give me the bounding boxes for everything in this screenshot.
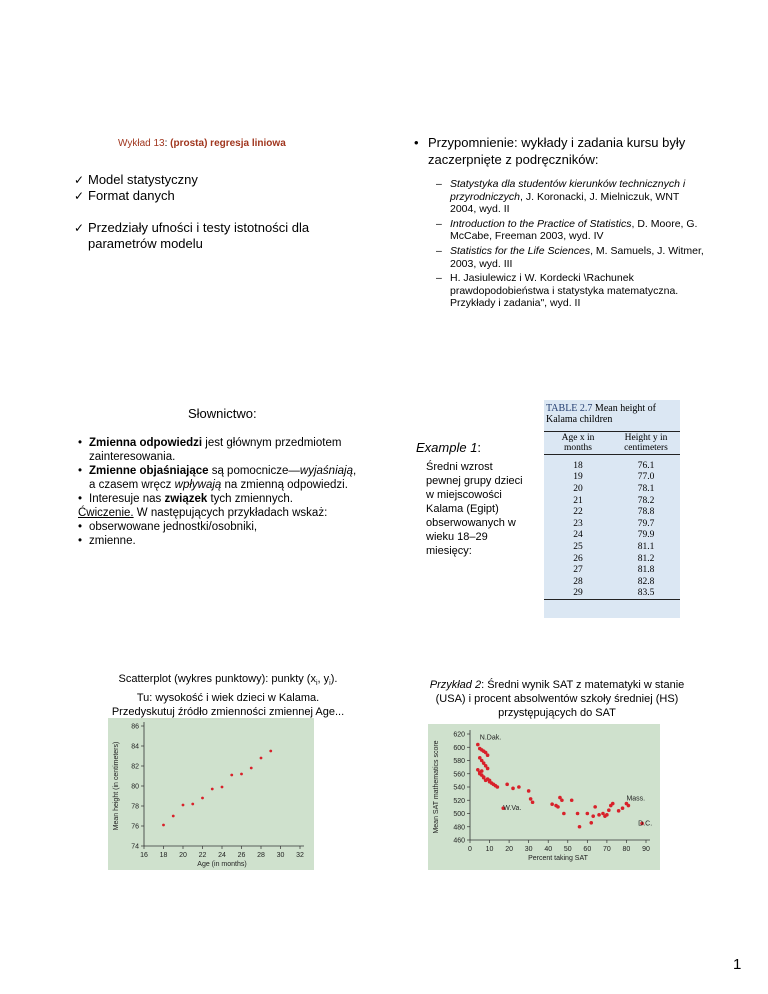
data-point: [480, 769, 484, 773]
reference-item: – Statystyka dla studentów kierunków technicznych i przyrodniczych, J. Koronacki, J. Mielniczuk, WNT 2004, wyd. II: [436, 178, 686, 216]
data-point: [269, 750, 272, 753]
list-item: • Interesuje nas związek tych zmiennych.: [78, 493, 293, 505]
data-point: [527, 789, 531, 793]
reference-list: [436, 178, 706, 312]
age-cell: 29: [573, 588, 583, 599]
x-tick-label: 30: [524, 846, 533, 853]
sat-scatterplot: [428, 724, 660, 870]
slide-1-checklist: [74, 172, 344, 252]
data-point: [627, 804, 631, 808]
data-point: [486, 753, 490, 757]
x-tick-label: 20: [505, 846, 514, 853]
column-header: Age x in months: [561, 433, 595, 453]
example-description: Średni wzrost pewnej grupy dzieci w miejscowości Kalama (Egipt) obserwowanych w wieku 18–29 miesięcy:: [426, 461, 523, 557]
y-tick-label: 620: [453, 731, 465, 739]
height-cell: 78.2: [637, 495, 655, 506]
y-tick-label: 520: [453, 797, 465, 805]
point-annotation: W.Va.: [503, 805, 522, 813]
data-point: [505, 783, 509, 787]
x-tick-label: 70: [602, 846, 611, 853]
table-row: [544, 588, 680, 600]
height-cell: 76.1: [637, 460, 655, 471]
y-tick-label: 76: [131, 823, 139, 831]
y-tick-label: 74: [131, 843, 139, 851]
table-row: [544, 576, 680, 588]
x-tick-label: 60: [583, 846, 592, 853]
slide-3-title: Słownictwo:: [188, 406, 257, 421]
height-cell: 81.1: [637, 541, 655, 552]
y-tick-label: 78: [131, 803, 139, 811]
age-cell: 21: [573, 495, 583, 506]
reference-item: – Statistics for the Life Sciences, M. Samuels, J. Witmer, 2003, wyd. III: [436, 244, 704, 270]
age-cell: 18: [573, 460, 583, 471]
vocabulary-list: [78, 436, 358, 548]
data-point: [191, 803, 194, 806]
x-tick-label: 50: [563, 846, 572, 853]
column-header: Height y in centimeters: [624, 433, 668, 453]
y-tick-label: 580: [453, 758, 465, 765]
x-tick-label: 28: [257, 852, 265, 859]
checkmark-icon: ✓: [74, 189, 85, 203]
check-item: ✓ Przedziały ufności i testy istotności dla parametrów modelu: [74, 220, 310, 251]
x-axis-label: Percent taking SAT: [528, 855, 588, 862]
data-point: [221, 786, 224, 789]
y-tick-label: 600: [453, 744, 465, 752]
table-2-7: [544, 400, 680, 618]
data-point: [182, 804, 185, 807]
exercise-line: Ćwiczenie. W następujących przykładach wskaż:: [78, 507, 328, 519]
table-row: [544, 472, 680, 484]
data-point: [597, 813, 601, 817]
data-point: [250, 767, 253, 770]
y-tick-label: 500: [453, 811, 465, 818]
bullet-icon: •: [414, 135, 419, 150]
checkmark-icon: ✓: [74, 173, 85, 187]
height-cell: 77.0: [637, 472, 655, 483]
height-cell: 82.8: [637, 576, 655, 587]
list-item: • Zmienne objaśniające są pomocnicze—wyjaśniają, a czasem wręcz wpływają na zmienną odpowiedzi.: [78, 465, 357, 491]
list-item: • obserwowane jednostki/osobniki,: [78, 521, 258, 533]
table-header-row: [544, 432, 680, 455]
data-point: [230, 774, 233, 777]
x-tick-label: 80: [622, 846, 631, 853]
x-tick-label: 32: [296, 852, 304, 859]
data-point: [531, 800, 535, 804]
slide-5: [0, 660, 384, 994]
check-item: ✓ Model statystyczny: [74, 172, 198, 187]
x-axis-label: Age (in months): [197, 861, 247, 868]
slide-2: [384, 0, 768, 330]
age-cell: 25: [573, 541, 583, 552]
checkmark-icon: ✓: [74, 221, 85, 235]
table-row: [544, 495, 680, 507]
x-tick-label: 24: [218, 852, 226, 859]
height-cell: 83.5: [637, 588, 655, 599]
table-row: [544, 564, 680, 576]
data-point: [576, 812, 580, 816]
data-point: [556, 805, 560, 809]
data-point: [621, 806, 625, 810]
height-cell: 79.9: [637, 530, 655, 541]
data-point: [560, 798, 564, 802]
table-row: [544, 506, 680, 518]
table-row: [544, 530, 680, 542]
x-tick-label: 20: [179, 852, 187, 859]
reference-item: – H. Jasiulewicz i W. Kordecki \Rachunek prawdopodobieństwa i statystyka matematyczna. Przykłady i zadania", wyd. II: [436, 272, 679, 310]
data-point: [570, 798, 574, 802]
data-point: [589, 821, 593, 825]
data-point: [260, 757, 263, 760]
data-point: [488, 780, 492, 784]
data-point: [550, 802, 554, 806]
data-point: [476, 743, 480, 747]
y-tick-label: 540: [453, 784, 465, 792]
data-point: [586, 812, 590, 816]
data-point: [607, 808, 611, 812]
point-annotation: Mass.: [626, 795, 646, 803]
check-item: ✓ Format danych: [74, 188, 175, 203]
slide-2-bullet: • Przypomnienie: wykłady i zadania kursu były zaczerpnięte z podręczników:: [414, 135, 686, 167]
data-point: [240, 773, 243, 776]
table-row: [544, 553, 680, 565]
slide-1-title: Wykład 13: (prosta) regresja liniowa: [118, 138, 286, 149]
data-point: [486, 767, 490, 771]
data-point: [562, 812, 566, 816]
x-tick-label: 0: [468, 846, 472, 853]
x-tick-label: 22: [198, 852, 207, 859]
slide-3: [0, 330, 384, 660]
x-tick-label: 40: [544, 846, 553, 853]
height-cell: 78.1: [637, 483, 655, 494]
data-point: [172, 815, 175, 818]
x-tick-label: 10: [485, 846, 494, 853]
page-number: 1: [733, 956, 742, 973]
age-cell: 20: [573, 483, 583, 494]
age-cell: 19: [573, 472, 583, 483]
slide-6: [384, 660, 768, 994]
data-point: [611, 802, 615, 806]
example-label: Example 1:: [416, 440, 482, 455]
list-item: • Zmienna odpowiedzi jest głównym przedmiotem zainteresowania.: [78, 437, 342, 463]
table-row: [544, 541, 680, 553]
x-tick-label: 30: [276, 852, 285, 859]
height-cell: 81.2: [637, 553, 655, 564]
list-item: • zmienne.: [78, 535, 136, 547]
data-point: [496, 785, 500, 789]
table-row: [544, 518, 680, 530]
table-row: [544, 455, 680, 472]
x-tick-label: 18: [159, 852, 168, 859]
table-title: TABLE 2.7 Mean height of Kalama children: [546, 403, 657, 425]
data-point: [617, 809, 621, 813]
data-point: [517, 785, 521, 789]
y-tick-label: 86: [131, 723, 139, 731]
data-point: [591, 814, 595, 818]
y-tick-label: 480: [453, 824, 465, 832]
table-row: [544, 483, 680, 495]
y-tick-label: 82: [131, 763, 139, 771]
scatter-caption: Scatterplot (wykres punktowy): punkty ($x_i$, $y_i$). Tu: wysokość i wiek dzieci w Kalama. Przedyskutuj źródło zmienności zmiennej Age...: [111, 673, 345, 719]
data-point: [529, 797, 533, 801]
data-point: [211, 788, 214, 791]
data-point: [578, 825, 582, 829]
table: [544, 431, 680, 600]
x-tick-label: 90: [642, 846, 650, 853]
data-point: [605, 813, 609, 817]
y-tick-label: 460: [453, 837, 465, 845]
data-point: [482, 775, 486, 779]
kalama-scatterplot: [108, 718, 314, 870]
reference-item: – Introduction to the Practice of Statistics, D. Moore, G. McCabe, Freeman 2003, wyd. IV: [436, 217, 698, 243]
sat-caption: Przykład 2: Średni wynik SAT z matematyki w stanie (USA) i procent absolwentów szkoły średniej (HS) przystępujących do SAT: [429, 679, 685, 719]
data-point: [162, 824, 165, 827]
age-cell: 23: [573, 518, 583, 529]
x-tick-label: 26: [237, 852, 246, 859]
data-point: [511, 787, 515, 791]
slide-1: [0, 0, 384, 330]
y-tick-label: 80: [131, 783, 139, 791]
age-cell: 24: [573, 530, 583, 541]
y-tick-label: 84: [131, 743, 139, 751]
age-cell: 27: [573, 565, 583, 576]
age-cell: 28: [573, 576, 583, 587]
x-tick-label: 16: [140, 852, 148, 859]
height-cell: 81.8: [637, 565, 655, 576]
age-cell: 26: [573, 553, 583, 564]
age-cell: 22: [573, 507, 583, 518]
point-annotation: N.Dak.: [479, 734, 502, 742]
y-axis-label: Mean height (in centimeters): [113, 741, 120, 831]
y-axis-label: Mean SAT mathematics score: [433, 740, 440, 834]
height-cell: 79.7: [637, 518, 655, 529]
data-point: [593, 805, 597, 809]
height-cell: 78.8: [637, 507, 655, 518]
data-point: [201, 797, 204, 800]
y-tick-label: 560: [453, 771, 465, 779]
point-annotation: D.C.: [638, 820, 653, 828]
slide-4: [384, 330, 768, 660]
